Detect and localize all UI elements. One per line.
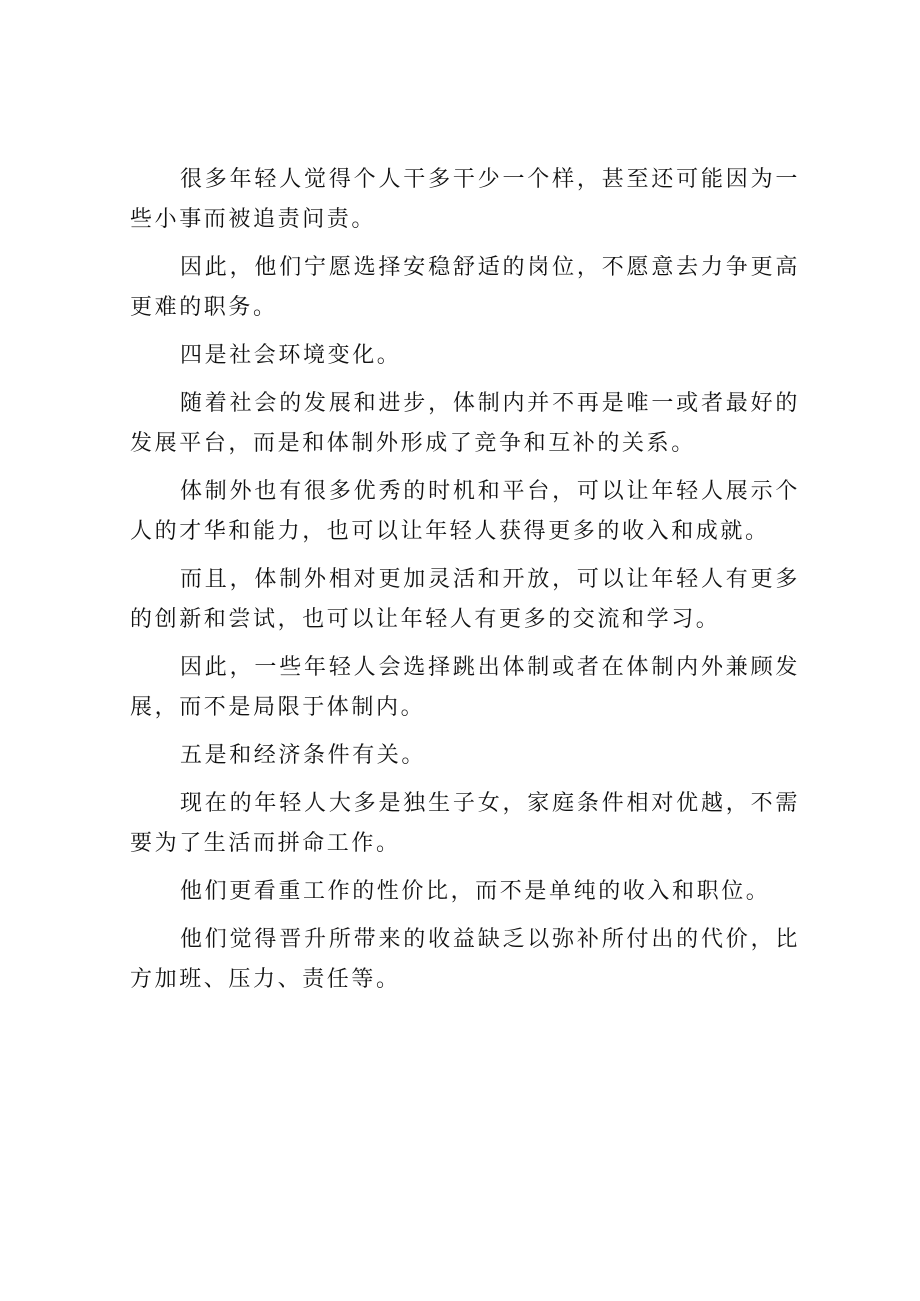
paragraph-7: 因此，一些年轻人会选择跳出体制或者在体制内外兼顾发展，而不是局限于体制内。: [130, 655, 800, 720]
document-body: [130, 160, 800, 1008]
paragraph-3-heading: 四是社会环境变化。: [180, 343, 402, 368]
paragraph-6: 而且，体制外相对更加灵活和开放，可以让年轻人有更多的创新和尝试，也可以让年轻人有更多的交流和学习。: [130, 567, 800, 632]
paragraph-10: 他们更看重工作的性价比，而不是单纯的收入和职位。: [180, 879, 771, 904]
paragraph-2: 因此，他们宁愿选择安稳舒适的岗位，不愿意去力争更高更难的职务。: [130, 255, 800, 320]
paragraph-5: 体制外也有很多优秀的时机和平台，可以让年轻人展示个人的才华和能力，也可以让年轻人获得更多的收入和成就。: [130, 479, 800, 544]
paragraph-1: 很多年轻人觉得个人干多干少一个样，甚至还可能因为一些小事而被追责问责。: [130, 167, 800, 232]
paragraph-11: 他们觉得晋升所带来的收益缺乏以弥补所付出的代价，比方加班、压力、责任等。: [130, 927, 800, 992]
paragraph-9: 现在的年轻人大多是独生子女，家庭条件相对优越，不需要为了生活而拼命工作。: [130, 791, 800, 856]
paragraph-8-heading: 五是和经济条件有关。: [180, 743, 427, 768]
paragraph-4: 随着社会的发展和进步，体制内并不再是唯一或者最好的发展平台，而是和体制外形成了竞争和互补的关系。: [130, 391, 800, 456]
